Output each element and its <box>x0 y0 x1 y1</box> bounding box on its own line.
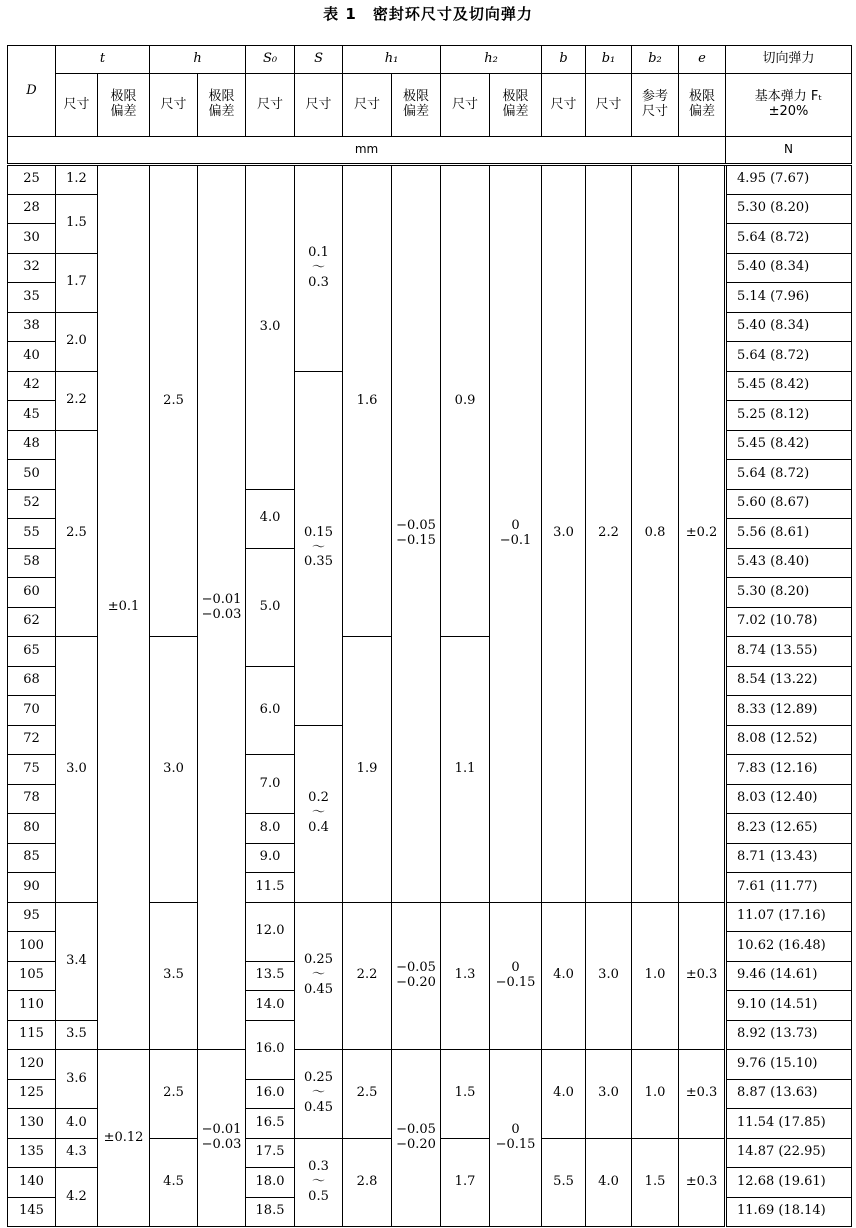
e-tolerance-header: 极限 偏差 <box>679 74 726 137</box>
force-cell: 4.95 (7.67) <box>726 165 852 195</box>
table-row <box>8 1050 852 1080</box>
D-cell: 45 <box>8 401 56 431</box>
force-cell: 5.45 (8.42) <box>726 371 852 401</box>
D-cell: 80 <box>8 814 56 844</box>
h2-tolerance-header: 极限 偏差 <box>490 74 542 137</box>
S0-cell: 5.0 <box>246 548 295 666</box>
col-S-header: S <box>295 46 343 74</box>
col-b2-header: b₂ <box>632 46 679 74</box>
S-cell: 0.25 ～ 0.45 <box>295 902 343 1050</box>
force-cell: 5.64 (8.72) <box>726 342 852 372</box>
S0-cell: 18.5 <box>246 1197 295 1227</box>
col-h2-header: h₂ <box>441 46 542 74</box>
force-cell: 9.10 (14.51) <box>726 991 852 1021</box>
b1-cell: 3.0 <box>586 902 632 1050</box>
h1-tol-cell: −0.05 −0.20 <box>392 1050 441 1227</box>
D-cell: 62 <box>8 607 56 637</box>
h2-tol-cell: 0 −0.15 <box>490 1050 542 1227</box>
h2-size-cell: 1.7 <box>441 1138 490 1227</box>
D-cell: 130 <box>8 1109 56 1139</box>
force-cell: 5.14 (7.96) <box>726 283 852 313</box>
e-cell: ±0.3 <box>679 1050 726 1139</box>
force-cell: 12.68 (19.61) <box>726 1168 852 1198</box>
b1-size-header: 尺寸 <box>586 74 632 137</box>
S0-cell: 17.5 <box>246 1138 295 1168</box>
D-cell: 105 <box>8 961 56 991</box>
S-cell: 0.1 ～ 0.3 <box>295 165 343 372</box>
force-cell: 8.33 (12.89) <box>726 696 852 726</box>
col-h-header: h <box>150 46 246 74</box>
D-cell: 120 <box>8 1050 56 1080</box>
force-cell: 5.40 (8.34) <box>726 312 852 342</box>
S0-cell: 14.0 <box>246 991 295 1021</box>
S-cell: 0.25 ～ 0.45 <box>295 1050 343 1139</box>
b2-cell: 0.8 <box>632 165 679 903</box>
col-force-group-header: 切向弹力 <box>726 46 852 74</box>
force-cell: 10.62 (16.48) <box>726 932 852 962</box>
S-size-header: 尺寸 <box>295 74 343 137</box>
S0-cell: 9.0 <box>246 843 295 873</box>
S0-cell: 8.0 <box>246 814 295 844</box>
b2-cell: 1.0 <box>632 902 679 1050</box>
force-cell: 5.45 (8.42) <box>726 430 852 460</box>
force-cell: 14.87 (22.95) <box>726 1138 852 1168</box>
t-size-cell: 4.2 <box>56 1168 98 1227</box>
h2-tol-cell: 0 −0.15 <box>490 902 542 1050</box>
h1-tol-cell: −0.05 −0.20 <box>392 902 441 1050</box>
t-size-cell: 1.2 <box>56 165 98 195</box>
D-cell: 30 <box>8 224 56 254</box>
e-cell: ±0.3 <box>679 902 726 1050</box>
col-D-header: D <box>8 46 56 137</box>
b-size-header: 尺寸 <box>542 74 586 137</box>
force-cell: 11.07 (17.16) <box>726 902 852 932</box>
force-cell: 8.08 (12.52) <box>726 725 852 755</box>
t-tol-cell: ±0.1 <box>98 165 150 1050</box>
h1-size-cell: 1.9 <box>343 637 392 903</box>
D-cell: 35 <box>8 283 56 313</box>
D-cell: 135 <box>8 1138 56 1168</box>
force-cell: 5.30 (8.20) <box>726 578 852 608</box>
b-cell: 5.5 <box>542 1138 586 1227</box>
e-cell: ±0.2 <box>679 165 726 903</box>
force-cell: 5.30 (8.20) <box>726 194 852 224</box>
S0-cell: 16.0 <box>246 1020 295 1079</box>
h-size-cell: 3.5 <box>150 902 198 1050</box>
D-cell: 85 <box>8 843 56 873</box>
t-size-cell: 3.0 <box>56 637 98 903</box>
S0-cell: 3.0 <box>246 165 295 490</box>
force-cell: 8.03 (12.40) <box>726 784 852 814</box>
force-cell: 8.87 (13.63) <box>726 1079 852 1109</box>
t-size-cell: 3.6 <box>56 1050 98 1109</box>
D-cell: 90 <box>8 873 56 903</box>
h-size-cell: 4.5 <box>150 1138 198 1227</box>
force-cell: 7.83 (12.16) <box>726 755 852 785</box>
S0-cell: 18.0 <box>246 1168 295 1198</box>
force-cell: 7.02 (10.78) <box>726 607 852 637</box>
b-cell: 3.0 <box>542 165 586 903</box>
D-cell: 78 <box>8 784 56 814</box>
h1-size-header: 尺寸 <box>343 74 392 137</box>
D-cell: 145 <box>8 1197 56 1227</box>
S-cell: 0.2 ～ 0.4 <box>295 725 343 902</box>
b1-cell: 2.2 <box>586 165 632 903</box>
h-tol-cell: −0.01 −0.03 <box>198 1050 246 1227</box>
t-size-cell: 2.5 <box>56 430 98 637</box>
t-size-cell: 4.0 <box>56 1109 98 1139</box>
col-h1-header: h₁ <box>343 46 441 74</box>
S-cell: 0.3 ～ 0.5 <box>295 1138 343 1227</box>
D-cell: 100 <box>8 932 56 962</box>
force-basic-header: 基本弹力 Fₜ ±20% <box>726 74 852 137</box>
D-cell: 25 <box>8 165 56 195</box>
S0-cell: 4.0 <box>246 489 295 548</box>
t-size-cell: 2.0 <box>56 312 98 371</box>
h-size-header: 尺寸 <box>150 74 198 137</box>
D-cell: 95 <box>8 902 56 932</box>
col-S0-header: S₀ <box>246 46 295 74</box>
t-size-cell: 1.7 <box>56 253 98 312</box>
t-tolerance-header: 极限 偏差 <box>98 74 150 137</box>
h1-tolerance-header: 极限 偏差 <box>392 74 441 137</box>
unit-N-cell: N <box>726 137 852 165</box>
force-cell: 8.23 (12.65) <box>726 814 852 844</box>
force-cell: 9.46 (14.61) <box>726 961 852 991</box>
b2-cell: 1.0 <box>632 1050 679 1139</box>
D-cell: 60 <box>8 578 56 608</box>
t-tol-cell: ±0.12 <box>98 1050 150 1227</box>
S0-size-header: 尺寸 <box>246 74 295 137</box>
force-cell: 5.43 (8.40) <box>726 548 852 578</box>
D-cell: 68 <box>8 666 56 696</box>
t-size-cell: 2.2 <box>56 371 98 430</box>
h-tolerance-header: 极限 偏差 <box>198 74 246 137</box>
D-cell: 42 <box>8 371 56 401</box>
D-cell: 72 <box>8 725 56 755</box>
D-cell: 58 <box>8 548 56 578</box>
force-cell: 5.56 (8.61) <box>726 519 852 549</box>
D-cell: 140 <box>8 1168 56 1198</box>
b-cell: 4.0 <box>542 902 586 1050</box>
S0-cell: 13.5 <box>246 961 295 991</box>
D-cell: 110 <box>8 991 56 1021</box>
h-tol-cell: −0.01 −0.03 <box>198 165 246 1050</box>
force-cell: 11.54 (17.85) <box>726 1109 852 1139</box>
S0-cell: 12.0 <box>246 902 295 961</box>
force-cell: 8.71 (13.43) <box>726 843 852 873</box>
force-cell: 8.92 (13.73) <box>726 1020 852 1050</box>
b1-cell: 3.0 <box>586 1050 632 1139</box>
h-size-cell: 2.5 <box>150 165 198 637</box>
b2-reference-size-header: 参考 尺寸 <box>632 74 679 137</box>
D-cell: 125 <box>8 1079 56 1109</box>
t-size-cell: 4.3 <box>56 1138 98 1168</box>
h-size-cell: 2.5 <box>150 1050 198 1139</box>
D-cell: 115 <box>8 1020 56 1050</box>
col-e-header: e <box>679 46 726 74</box>
h1-size-cell: 2.5 <box>343 1050 392 1139</box>
table-title: 表 1 密封环尺寸及切向弹力 <box>323 5 533 23</box>
D-cell: 28 <box>8 194 56 224</box>
S0-cell: 11.5 <box>246 873 295 903</box>
D-cell: 32 <box>8 253 56 283</box>
D-cell: 52 <box>8 489 56 519</box>
D-cell: 48 <box>8 430 56 460</box>
unit-mm-row: mm <box>8 137 726 165</box>
force-cell: 5.40 (8.34) <box>726 253 852 283</box>
t-size-cell: 1.5 <box>56 194 98 253</box>
h2-size-cell: 1.3 <box>441 902 490 1050</box>
table-row <box>8 165 852 195</box>
h-size-cell: 3.0 <box>150 637 198 903</box>
D-cell: 38 <box>8 312 56 342</box>
force-cell: 8.54 (13.22) <box>726 666 852 696</box>
D-cell: 55 <box>8 519 56 549</box>
force-cell: 7.61 (11.77) <box>726 873 852 903</box>
t-size-cell: 3.5 <box>56 1020 98 1050</box>
b2-cell: 1.5 <box>632 1138 679 1227</box>
h1-size-cell: 2.8 <box>343 1138 392 1227</box>
S0-cell: 16.5 <box>246 1109 295 1139</box>
seal-ring-dimension-table <box>7 45 852 1227</box>
h2-tol-cell: 0 −0.1 <box>490 165 542 903</box>
col-b1-header: b₁ <box>586 46 632 74</box>
D-cell: 75 <box>8 755 56 785</box>
col-t-header: t <box>56 46 150 74</box>
force-cell: 9.76 (15.10) <box>726 1050 852 1080</box>
h1-size-cell: 1.6 <box>343 165 392 637</box>
force-cell: 5.25 (8.12) <box>726 401 852 431</box>
h2-size-cell: 1.5 <box>441 1050 490 1139</box>
h1-size-cell: 2.2 <box>343 902 392 1050</box>
b1-cell: 4.0 <box>586 1138 632 1227</box>
D-cell: 50 <box>8 460 56 490</box>
t-size-header: 尺寸 <box>56 74 98 137</box>
e-cell: ±0.3 <box>679 1138 726 1227</box>
h2-size-cell: 0.9 <box>441 165 490 637</box>
D-cell: 70 <box>8 696 56 726</box>
D-cell: 40 <box>8 342 56 372</box>
S0-cell: 6.0 <box>246 666 295 755</box>
b-cell: 4.0 <box>542 1050 586 1139</box>
S-cell: 0.15 ～ 0.35 <box>295 371 343 725</box>
force-cell: 5.60 (8.67) <box>726 489 852 519</box>
t-size-cell: 3.4 <box>56 902 98 1020</box>
h2-size-cell: 1.1 <box>441 637 490 903</box>
D-cell: 65 <box>8 637 56 667</box>
S0-cell: 16.0 <box>246 1079 295 1109</box>
force-cell: 5.64 (8.72) <box>726 460 852 490</box>
h1-tol-cell: −0.05 −0.15 <box>392 165 441 903</box>
col-b-header: b <box>542 46 586 74</box>
force-cell: 11.69 (18.14) <box>726 1197 852 1227</box>
S0-cell: 7.0 <box>246 755 295 814</box>
force-cell: 8.74 (13.55) <box>726 637 852 667</box>
h2-size-header: 尺寸 <box>441 74 490 137</box>
force-cell: 5.64 (8.72) <box>726 224 852 254</box>
